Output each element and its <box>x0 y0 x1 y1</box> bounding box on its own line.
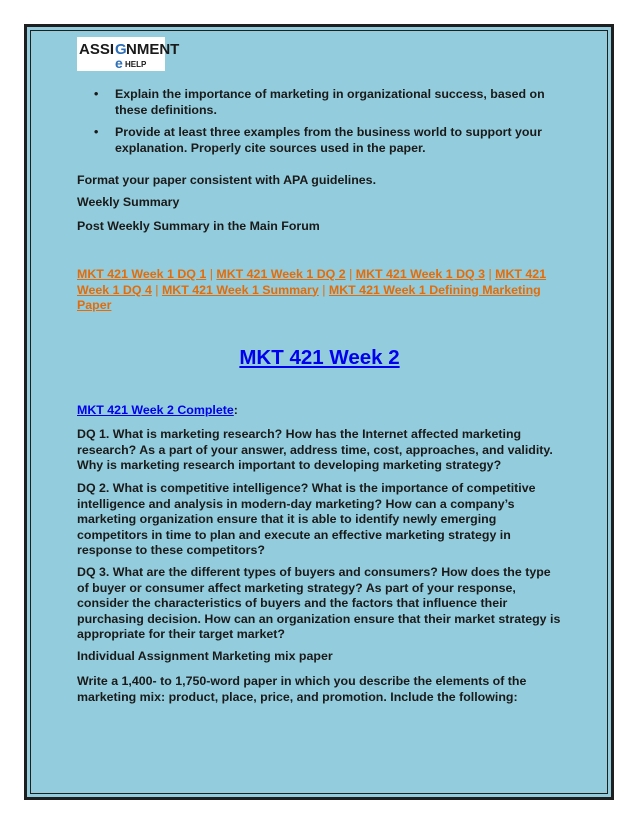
link-separator: | <box>349 267 353 281</box>
format-instruction: Format your paper consistent with APA guidelines. <box>77 173 377 187</box>
dq1-paragraph: DQ 1. What is marketing research? How has the Internet affected marketing research? As a part of your answer, address time, cost, approaches, and validity. Why is marketing research important to developing marketing strategy? <box>77 427 553 472</box>
link-week1-defining-marketing-paper[interactable]: MKT 421 Week 1 Defining Marketing Paper <box>77 282 541 312</box>
bullet-text: Provide at least three examples from the business world to support your explanation. Properly cite sources used in the paper. <box>115 125 542 155</box>
logo-text-help: HELP <box>125 60 147 69</box>
bullet-text: Explain the importance of marketing in organizational success, based on these definitions. <box>115 87 545 117</box>
bullet-icon: • <box>94 87 99 101</box>
link-separator: | <box>322 282 326 297</box>
week1-links <box>77 267 562 314</box>
week2-complete-colon: : <box>233 403 238 417</box>
logo-text-g: G <box>115 41 127 58</box>
link-week1-dq1[interactable]: MKT 421 Week 1 DQ 1 <box>77 267 207 281</box>
dq2-paragraph: DQ 2. What is competitive intelligence? What is the importance of competitive intelligence and analysis in modern-day marketing? How can a company’s marketing organization ensure that it is able to identify newly emerging competitors in time to plan and execute an effective marketing strategy in response to these competitors? <box>77 481 536 557</box>
dq3-paragraph: DQ 3. What are the different types of buyers and consumers? How does the type of buyer or consumer affect marketing strategy? As part of your response, consider the characteristics of buyers and the factors that influence their purchasing decision. How can an organization ensure that their market strategy is appropriate for their target market? <box>77 565 561 641</box>
write-paper-instruction: Write a 1,400- to 1,750-word paper in which you describe the elements of the marketing mix: product, place, price, and promotion. Include the following: <box>77 674 527 704</box>
list-item <box>77 87 562 118</box>
post-summary-instruction: Post Weekly Summary in the Main Forum <box>77 219 320 233</box>
page-border <box>24 24 614 800</box>
link-week1-dq2[interactable]: MKT 421 Week 1 DQ 2 <box>216 267 346 281</box>
weekly-summary-label: Weekly Summary <box>77 195 180 209</box>
bullet-list <box>77 87 562 163</box>
individual-assignment-title: Individual Assignment Marketing mix paper <box>77 649 333 663</box>
link-week1-dq3[interactable]: MKT 421 Week 1 DQ 3 <box>355 267 485 281</box>
link-separator: | <box>155 282 159 297</box>
link-week1-dq4[interactable]: MKT 421 Week 1 DQ 4 <box>77 267 547 297</box>
logo-text-e: e <box>115 55 123 71</box>
link-separator: | <box>488 267 492 281</box>
logo-text-assi: ASSI <box>79 41 115 58</box>
link-week2-heading[interactable]: MKT 421 Week 2 <box>239 346 400 369</box>
bullet-icon: • <box>94 125 99 139</box>
link-week2-complete[interactable]: MKT 421 Week 2 Complete <box>77 403 234 417</box>
week2-heading <box>77 346 562 370</box>
list-item <box>77 125 562 156</box>
link-week1-summary[interactable]: MKT 421 Week 1 Summary <box>161 282 319 297</box>
link-separator: | <box>209 267 213 281</box>
assignment-help-logo <box>77 37 180 71</box>
logo-graphic <box>77 37 180 71</box>
logo-text-nment: NMENT <box>126 41 180 58</box>
week2-complete-line <box>77 403 562 419</box>
